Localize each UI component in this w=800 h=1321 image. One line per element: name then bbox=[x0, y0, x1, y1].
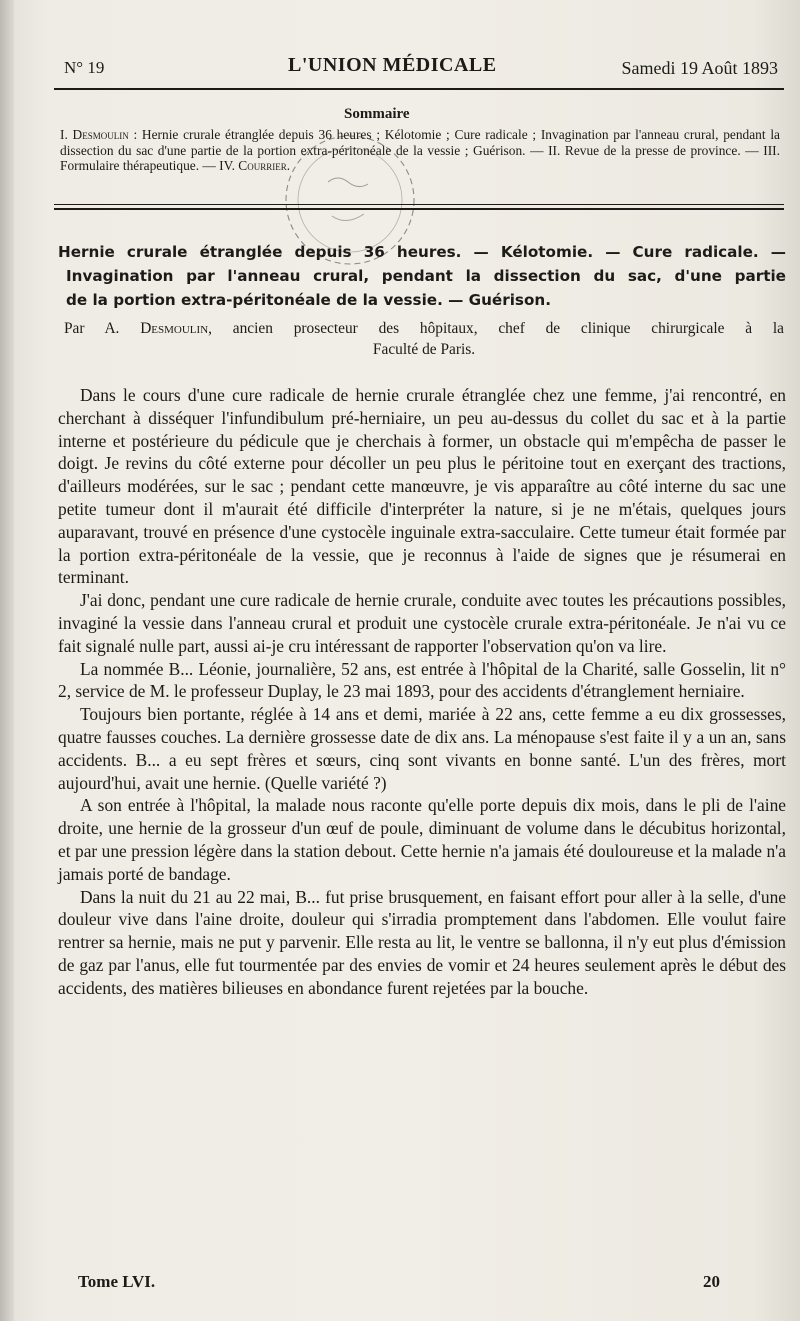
byline-affiliation: , ancien prosecteur des hôpitaux, chef de clinique chirurgicale à la bbox=[208, 320, 784, 337]
page-header bbox=[64, 52, 778, 82]
issue-number: N° 19 bbox=[64, 58, 105, 77]
binding-shadow bbox=[0, 0, 14, 1321]
article-body bbox=[58, 384, 786, 1000]
sheet-number: 20 bbox=[703, 1272, 720, 1291]
article-title-line-2: Invagination par l'anneau crural, pendant la dissection du sac, d'une partie bbox=[66, 267, 786, 285]
byline-line-1 bbox=[64, 318, 784, 339]
sommaire-item-2: II. Revue de la presse de province. — bbox=[548, 142, 759, 158]
body-paragraph: A son entrée à l'hôpital, la malade nous raconte qu'elle porte depuis dix mois, dans le pli de l'aine droite, une hernie de la grosseur d'un œuf de poule, diminuant de volume dans le décubitus horizontal, et par une pression légère dans la station debout. Cette hernie n'a jamais été douloureuse et la malade n'a jamais porté de bandage. bbox=[58, 795, 786, 884]
sommaire-rule-thick bbox=[54, 208, 784, 210]
sommaire-item-4-author: Courrier bbox=[238, 158, 287, 174]
article-title bbox=[58, 240, 786, 312]
body-paragraph: La nommée B... Léonie, journalière, 52 ans, est entrée à l'hôpital de la Charité, salle Gosselin, lit n° 2, service de M. le professeur Duplay, le 23 mai 1893, pour des accidents d'étranglement herniaire. bbox=[58, 658, 786, 702]
body-paragraph: Toujours bien portante, réglée à 14 ans et demi, mariée à 22 ans, cette femme a eu dix grossesses, quatre fausses couches. La dernière grossesse date de dix ans. La ménopause s'est faite il y a un an, sans accidents. B... a eu sept frères et sœurs, cinq sont vivants en bonne santé. L'un des frères, mort aujourd'hui, avait une hernie. (Quelle variété ?) bbox=[58, 704, 786, 793]
sommaire-item-1-author: I. Desmoulin bbox=[60, 127, 129, 142]
sommaire-item-1: : Hernie crurale étranglée depuis 36 heures ; Kélotomie ; Cure radicale ; Invagination par l'anneau crural, pendant la dissection du sac d'une partie de la portion extra-péritonéale de la vessie ; Guérison. — bbox=[60, 127, 780, 158]
byline-line-2: Faculté de Paris. bbox=[372, 341, 476, 358]
body-paragraph: Dans la nuit du 21 au 22 mai, B... fut prise brusquement, en faisant effort pour aller à la selle, d'une douleur vive dans l'aine droite, douleur qui s'irradia promptement dans l'abdomen. Elle voulut faire rentrer sa hernie, mais ne put y parvenir. Elle resta au lit, le ventre se ballonna, il n'y eut plus d'émission de gaz par l'anus, elle fut tourmentée par des envies de vomir et 24 heures seulement après le début des accidents, des matières bilieuses en abondance furent rejetées par la bouche. bbox=[58, 886, 786, 998]
article-byline bbox=[64, 318, 784, 360]
sommaire-item-4-end: . bbox=[286, 158, 291, 174]
sommaire-heading: Sommaire bbox=[344, 106, 410, 122]
sommaire-item-3: III. Formulaire thérapeutique. — bbox=[60, 142, 780, 174]
header-rule bbox=[54, 88, 784, 90]
page-footer bbox=[78, 1272, 720, 1296]
issue-date: Samedi 19 Août 1893 bbox=[621, 58, 778, 78]
volume-label: Tome LVI. bbox=[78, 1272, 156, 1291]
sommaire-item-4-label: IV. bbox=[219, 158, 235, 174]
byline-author: Desmoulin bbox=[140, 320, 209, 337]
body-paragraph: J'ai donc, pendant une cure radicale de hernie crurale, conduite avec toutes les précautions possibles, invaginé la vessie dans l'anneau crural et produit une cystocèle crurale extra-péritonéale. Je n'ai vu ce fait signalé nulle part, aussi ai-je cru intéressant de rapporter l'observation qu'on va lire. bbox=[58, 590, 786, 656]
article-title-line-3: de la portion extra-péritonéale de la vessie. — Guérison. bbox=[66, 291, 551, 309]
journal-title: L'UNION MÉDICALE bbox=[288, 54, 497, 76]
sommaire-contents bbox=[60, 127, 780, 174]
sommaire-rule-thin bbox=[54, 204, 784, 205]
byline-prefix: Par A. bbox=[64, 320, 120, 337]
article-title-line-1: Hernie crurale étranglée depuis 36 heures. — Kélotomie. — Cure radicale. — bbox=[58, 243, 786, 261]
body-paragraph: Dans le cours d'une cure radicale de hernie crurale étranglée chez une femme, j'ai rencontré, en cherchant à disséquer l'infundibulum pré-herniaire, un peu au-dessus du collet du sac et à la partie interne et postérieure du pédicule que je cherchais à former, un obstacle qui m'empêcha de passer le doigt. Je revins du côté externe pour décoller un peu plus le péritoine tout en exerçant des tractions, d'ailleurs modérées, sur le sac ; pendant cette manœuvre, je vis apparaître au côté interne du sac une petite tumeur dont il m'aurait été difficile d'interpréter la nature, si je ne m'étais, quelques jours auparavant, trouvé en présence d'une cystocèle inguinale extra-sacculaire. Cette tumeur était formée par la portion extra-péritonéale de la vessie, que je reconnus à l'aide de signes que je résumerai en terminant. bbox=[58, 385, 786, 588]
